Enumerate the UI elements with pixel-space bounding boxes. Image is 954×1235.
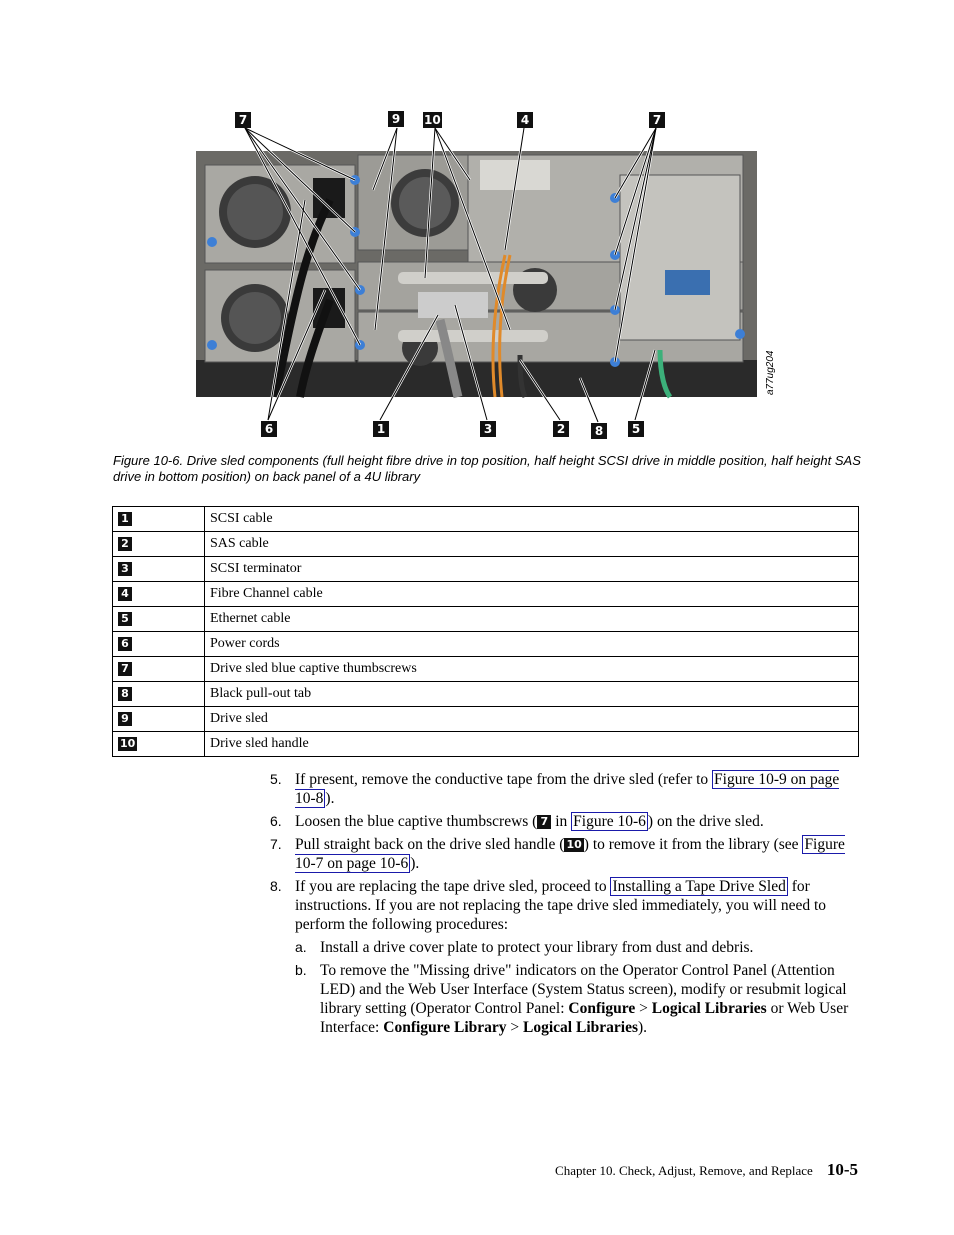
- callout-bottom-8: 8: [591, 423, 607, 439]
- menu-path-configure-library: Configure Library: [383, 1019, 507, 1036]
- table-row: [113, 657, 859, 682]
- legend-label: Drive sled: [205, 707, 859, 732]
- drive-sled-photo: [0, 0, 954, 445]
- link-installing-tape-drive-sled[interactable]: Installing a Tape Drive Sled: [612, 878, 786, 895]
- step-text: or Web User Interface:: [320, 1000, 849, 1036]
- callout-bottom-2: 2: [553, 421, 569, 437]
- callout-badge: 9: [118, 712, 132, 726]
- legend-label: Fibre Channel cable: [205, 582, 859, 607]
- callout-badge: 5: [118, 612, 132, 626]
- callout-badge: 10: [120, 736, 136, 750]
- callout-badge: 7: [537, 815, 551, 829]
- table-row: [113, 582, 859, 607]
- path-separator: >: [506, 1019, 524, 1036]
- callout-badge: 1: [118, 512, 132, 526]
- figure-caption: Figure 10-6. Drive sled components (full height fibre drive in top position, half height SCSI drive in middle position, half height SAS drive in bottom position) on back panel of a 4U library: [113, 453, 861, 484]
- path-separator: >: [635, 1000, 652, 1017]
- step-text: If you are replacing the tape drive sled, proceed to: [295, 878, 611, 895]
- callout-badge: 8: [118, 687, 132, 701]
- page-footer: [555, 1160, 858, 1180]
- table-row: [113, 557, 859, 582]
- callout-badge: 3: [118, 562, 132, 576]
- menu-path-logical-libraries: Logical Libraries: [651, 1000, 767, 1017]
- chapter-title: Chapter 10. Check, Adjust, Remove, and Replace: [555, 1163, 813, 1178]
- callout-bottom-6: 6: [261, 421, 277, 437]
- callout-badge: 10: [566, 838, 582, 852]
- step-text: Pull straight back on the drive sled handle (: [295, 836, 565, 853]
- callout-badge: 4: [118, 587, 132, 601]
- page-number: 10-5: [826, 1160, 858, 1179]
- legend-label: Black pull-out tab: [205, 682, 859, 707]
- legend-label: SAS cable: [205, 532, 859, 557]
- step-text: If present, remove the conductive tape from the drive sled (refer to: [295, 771, 713, 788]
- menu-path-logical-libraries-web: Logical Libraries: [523, 1019, 638, 1036]
- legend-label: Drive sled handle: [205, 732, 859, 757]
- table-row: [113, 732, 859, 757]
- table-row: [113, 707, 859, 732]
- step-text: Loosen the blue captive thumbscrews (: [295, 813, 538, 830]
- step-text: in: [551, 813, 572, 830]
- legend-table: [112, 506, 859, 757]
- step-text: ) on the drive sled.: [647, 813, 764, 830]
- callout-badge: 7: [118, 662, 132, 676]
- step-number: 8.: [270, 878, 282, 894]
- step-text: ).: [637, 1019, 648, 1036]
- legend-label: Drive sled blue captive thumbscrews: [205, 657, 859, 682]
- callout-bottom-5: 5: [628, 421, 644, 437]
- table-row: [113, 507, 859, 532]
- legend-label: Ethernet cable: [205, 607, 859, 632]
- substep-letter: b.: [295, 962, 307, 978]
- table-row: [113, 607, 859, 632]
- step-text: ).: [325, 790, 335, 807]
- callout-bottom-3: 3: [480, 421, 496, 437]
- step-number: 7.: [270, 836, 282, 852]
- callout-top-10: 10: [424, 113, 441, 127]
- callout-top-9: 9: [388, 111, 404, 127]
- callout-top-7-left: 7: [235, 112, 251, 128]
- callout-badge: 2: [118, 537, 132, 551]
- link-figure-10-9[interactable]: Figure 10-9 on page 10-8: [295, 771, 840, 807]
- step-text: ) to remove it from the library (see: [583, 836, 803, 853]
- step-text: ).: [410, 855, 420, 872]
- table-row: [113, 682, 859, 707]
- step-6: [270, 812, 860, 831]
- link-figure-10-7[interactable]: Figure 10-7 on page 10-6: [295, 836, 845, 872]
- step-text: for instructions. If you are not replacing the tape drive sled immediately, you will need to perform the following procedures:: [295, 878, 827, 933]
- step-number: 6.: [270, 813, 282, 829]
- step-8: [270, 877, 860, 1037]
- legend-label: Power cords: [205, 632, 859, 657]
- callout-badge: 6: [118, 637, 132, 651]
- procedure-steps: [270, 770, 860, 1041]
- step-7: [270, 835, 860, 873]
- callout-top-4: 4: [517, 112, 533, 128]
- step-5: [270, 770, 860, 808]
- table-row: [113, 532, 859, 557]
- step-8b: [295, 961, 860, 1037]
- link-figure-10-6[interactable]: Figure 10-6: [573, 813, 646, 830]
- substep-letter: a.: [295, 939, 307, 955]
- figure-id-label: a77ug204: [765, 350, 776, 395]
- callout-bottom-1: 1: [373, 421, 389, 437]
- table-row: [113, 632, 859, 657]
- legend-label: SCSI cable: [205, 507, 859, 532]
- legend-label: SCSI terminator: [205, 557, 859, 582]
- menu-path-configure: Configure: [568, 1000, 636, 1017]
- step-text: Install a drive cover plate to protect your library from dust and debris.: [320, 939, 754, 956]
- step-number: 5.: [270, 771, 282, 787]
- callout-top-7-right: 7: [649, 112, 665, 128]
- step-8a: [295, 938, 860, 957]
- step-text: To remove the "Missing drive" indicators on the Operator Control Panel (Attention LED) and the Web User Interface (System Status screen), modify or resubmit logical library setting (Operator Control Panel:: [320, 962, 847, 1017]
